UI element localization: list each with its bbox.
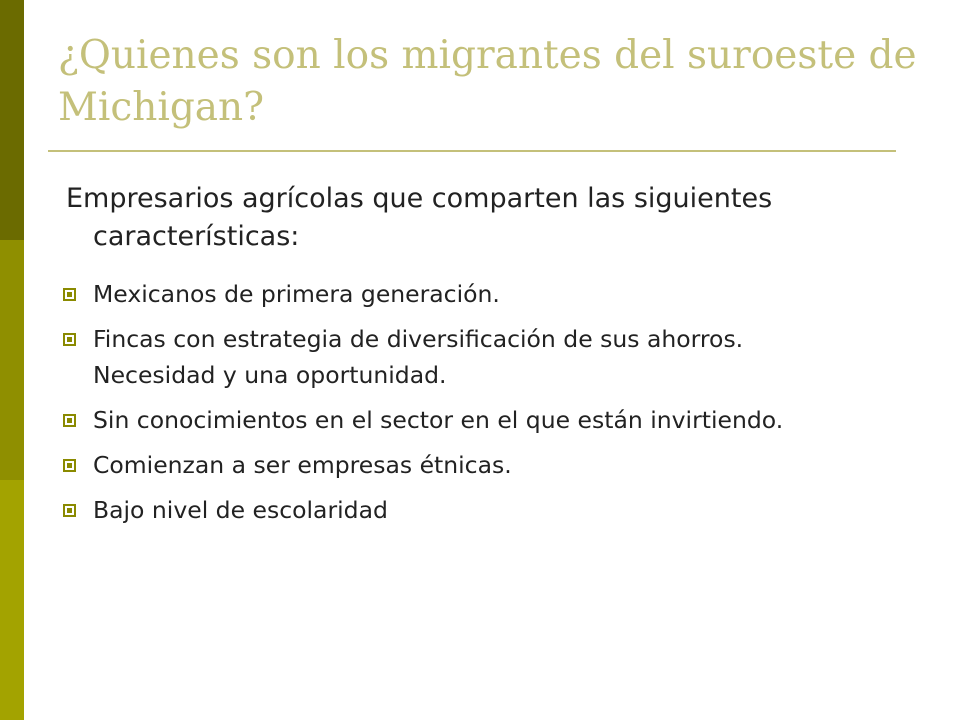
- square-bullet-icon: [63, 414, 76, 427]
- side-bar-bottom: [0, 480, 24, 720]
- square-bullet-icon: [63, 504, 76, 517]
- square-bullet-icon: [63, 459, 76, 472]
- bullet-text: Mexicanos de primera generación.: [93, 280, 500, 308]
- bullet-text: Bajo nivel de escolaridad: [93, 496, 388, 524]
- list-item: [60, 321, 860, 393]
- slide-title: ¿Quienes son los migrantes del suroeste de Michigan?: [58, 33, 917, 130]
- bullet-text: Sin conocimientos en el sector en el que están invirtiendo.: [93, 406, 784, 434]
- list-item: [60, 492, 860, 528]
- bullet-list: [60, 276, 860, 537]
- square-bullet-icon: [63, 288, 76, 301]
- bullet-text: Fincas con estrategia de diversificación de sus ahorros. Necesidad y una oportunidad.: [93, 325, 744, 389]
- list-item: [60, 447, 860, 483]
- list-item: [60, 402, 860, 438]
- square-bullet-icon: [63, 333, 76, 346]
- intro-text: Empresarios agrícolas que comparten las siguientes características:: [66, 183, 773, 252]
- side-bar-middle: [0, 240, 24, 480]
- list-item: [60, 276, 860, 312]
- side-bar-top: [0, 0, 24, 240]
- title-divider: [48, 150, 896, 152]
- bullet-text: Comienzan a ser empresas étnicas.: [93, 451, 512, 479]
